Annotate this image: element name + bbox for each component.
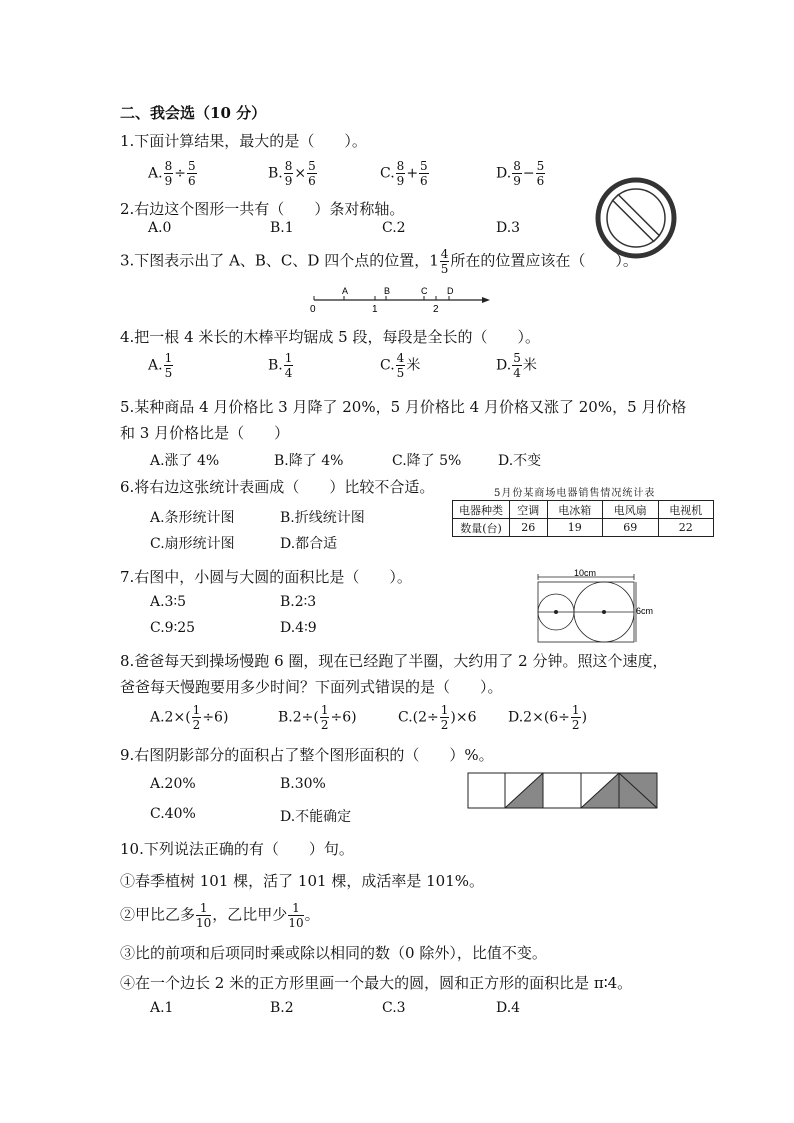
q8-option-c[interactable] — [398, 704, 477, 731]
fraction: $\frac{5}{6}$ — [187, 159, 196, 188]
table-cell: 19 — [547, 519, 602, 537]
fraction: $\frac{1}{5}$ — [164, 351, 173, 380]
q10-statement-3: ③比的前项和后项同时乘或除以相同的数（0 除外），比值不变。 — [120, 944, 547, 962]
expr-text: C.(2÷ — [398, 709, 439, 726]
q9-option-a[interactable]: A.20% — [150, 776, 196, 792]
fraction: $\frac{5}{6}$ — [420, 159, 428, 188]
stat-table — [452, 500, 714, 537]
expr-text: B.2÷( — [278, 709, 319, 726]
shaded-grid-figure — [467, 770, 661, 812]
option-label: A. — [148, 165, 163, 182]
q10-statement-1: ①春季植树 101 棵，活了 101 棵，成活率是 101%。 — [120, 872, 484, 890]
axis-label-0: 0 — [310, 304, 316, 314]
table-cell: 数量(台) — [453, 519, 510, 537]
fraction: $\frac{1}{2}$ — [320, 703, 329, 732]
q7-option-c[interactable]: C.9∶25 — [150, 620, 196, 636]
q2-option-b[interactable]: B.1 — [270, 220, 294, 236]
q2-option-d[interactable]: D.3 — [496, 220, 521, 236]
expr-text: ÷6) — [330, 709, 357, 726]
q8-option-b[interactable] — [278, 704, 357, 731]
q5-option-d[interactable]: D.不变 — [498, 453, 542, 469]
q4-option-c[interactable] — [380, 352, 420, 379]
operator: ÷ — [174, 165, 186, 182]
expr-text: ) — [581, 709, 588, 726]
point-c-label: C — [421, 286, 428, 296]
table-cell: 电风扇 — [603, 501, 658, 519]
fraction: $\frac{4}{5}$ — [396, 351, 405, 380]
q1-option-a[interactable] — [148, 160, 198, 187]
table-row — [453, 519, 714, 537]
stat-table-title: 5月份某商场电器销售情况统计表 — [494, 488, 656, 499]
q7-stem: 7.右图中，小圆与大圆的面积比是（ ）。 — [120, 568, 412, 586]
expr-text: D.2×(6÷ — [508, 709, 570, 726]
q5-stem-line1: 5.某种商品 4 月价格比 3 月降了 20%，5 月价格比 4 月价格又涨了 20%，5 月价格 — [120, 398, 687, 416]
q6-option-c[interactable]: C.扇形统计图 — [150, 536, 235, 552]
q2-option-c[interactable]: C.2 — [382, 220, 406, 236]
fraction: $\frac{1}{2}$ — [440, 703, 449, 732]
fraction: $\frac{1}{2}$ — [192, 703, 201, 732]
q1-option-c[interactable] — [380, 160, 430, 187]
fraction: $\frac{8}{9}$ — [164, 159, 173, 188]
q10-statement-2 — [120, 902, 320, 929]
q10-option-d[interactable]: D.4 — [496, 1000, 521, 1016]
q8-option-d[interactable] — [508, 704, 587, 731]
table-row — [453, 501, 714, 519]
operator: × — [294, 165, 307, 182]
q6-option-d[interactable]: D.都合适 — [280, 536, 338, 552]
option-label: B. — [268, 165, 283, 182]
q7-option-a[interactable]: A.3∶5 — [150, 594, 187, 610]
option-label: C. — [380, 357, 395, 374]
table-cell: 22 — [658, 519, 714, 537]
operator: + — [406, 165, 419, 182]
table-cell: 26 — [510, 519, 548, 537]
q5-stem-line2: 和 3 月价格比是（ ） — [120, 424, 290, 442]
option-label: D. — [496, 165, 512, 182]
q9-option-b[interactable]: B.30% — [280, 776, 326, 792]
q4-stem: 4.把一根 4 米长的木棒平均锯成 5 段，每段是全长的（ ）。 — [120, 328, 540, 346]
fraction: $\frac{1}{4}$ — [284, 351, 293, 380]
table-cell: 电冰箱 — [547, 501, 602, 519]
axis-label-2: 2 — [433, 304, 439, 314]
q10-option-a[interactable]: A.1 — [150, 1000, 174, 1016]
fraction: $\frac{1}{10}$ — [288, 901, 304, 930]
q4-option-b[interactable] — [268, 352, 294, 379]
fraction: $\frac{8}{9}$ — [513, 159, 521, 188]
height-label: 6cm — [636, 606, 654, 616]
option-label: B. — [268, 357, 283, 374]
q6-option-b[interactable]: B.折线统计图 — [280, 510, 365, 526]
q4-option-a[interactable] — [148, 352, 174, 379]
q5-option-a[interactable]: A.涨了 4% — [150, 453, 220, 469]
unit-text: 米 — [522, 357, 537, 374]
fraction: $\frac{5}{4}$ — [513, 351, 521, 380]
table-cell: 电器种类 — [453, 501, 510, 519]
stem-text: 所在的位置应该在（ ）。 — [450, 251, 638, 270]
q1-option-b[interactable] — [268, 160, 318, 187]
q7-option-d[interactable]: D.4∶9 — [280, 620, 317, 636]
fraction: $\frac{5}{6}$ — [308, 159, 316, 188]
point-d-label: D — [447, 286, 454, 296]
fraction: $\frac{1}{2}$ — [571, 703, 580, 732]
fraction: $\frac{8}{9}$ — [284, 159, 293, 188]
fraction: $\frac{8}{9}$ — [396, 159, 405, 188]
q8-stem-line1: 8.爸爸每天到操场慢跑 6 圈，现在已经跑了半圈，大约用了 2 分钟。照这个速度， — [120, 652, 668, 670]
q9-option-c[interactable]: C.40% — [150, 806, 196, 822]
axis-label-1: 1 — [372, 304, 378, 314]
stem-text: ②甲比乙多 — [120, 905, 196, 924]
table-cell: 电视机 — [658, 501, 714, 519]
q8-option-a[interactable] — [150, 704, 228, 731]
q5-option-b[interactable]: B.降了 4% — [274, 453, 344, 469]
expr-text: ÷6) — [202, 709, 229, 726]
q7-option-b[interactable]: B.2∶3 — [280, 594, 317, 610]
fraction: $\frac{5}{6}$ — [536, 159, 545, 188]
q10-option-c[interactable]: C.3 — [382, 1000, 406, 1016]
fraction: $\frac{1}{10}$ — [196, 901, 212, 930]
width-label: 10cm — [574, 568, 597, 578]
expr-text: A.2×( — [150, 709, 191, 726]
option-label: D. — [496, 357, 512, 374]
option-label: A. — [148, 357, 163, 374]
operator: − — [522, 165, 535, 182]
stem-text: 3.下图表示出了 A、B、C、D 四个点的位置，1 — [120, 251, 439, 270]
q9-option-d[interactable]: D.不能确定 — [280, 809, 352, 825]
fraction: $\frac{4}{5}$ — [440, 247, 449, 276]
point-a-label: A — [342, 286, 349, 296]
q4-option-d[interactable] — [496, 352, 537, 379]
q8-stem-line2: 爸爸每天慢跑要用多少时间？下面列式错误的是（ ）。 — [120, 678, 503, 696]
option-label: C. — [380, 165, 395, 182]
stem-text: 。 — [304, 905, 320, 924]
q5-option-c[interactable]: C.降了 5% — [392, 453, 462, 469]
q2-option-a[interactable]: A.0 — [148, 220, 172, 236]
q10-stem: 10.下列说法正确的有（ ）句。 — [120, 840, 354, 858]
q1-stem: 1.下面计算结果，最大的是（ ）。 — [120, 132, 367, 150]
table-cell: 空调 — [510, 501, 548, 519]
stem-text: ，乙比甲少 — [212, 905, 288, 924]
table-cell: 69 — [603, 519, 658, 537]
q6-stem: 6.将右边这张统计表画成（ ）比较不合适。 — [120, 478, 435, 496]
section-title: 二、我会选（10 分） — [120, 104, 267, 122]
q1-option-d[interactable] — [496, 160, 546, 187]
q6-option-a[interactable]: A.条形统计图 — [150, 510, 235, 526]
expr-text: )×6 — [450, 709, 477, 726]
q10-option-b[interactable]: B.2 — [270, 1000, 294, 1016]
q10-statement-4: ④在一个边长 2 米的正方形里画一个最大的圆，圆和正方形的面积比是 π∶4。 — [120, 974, 633, 992]
q9-stem: 9.右图阴影部分的面积占了整个图形面积的（ ）%。 — [120, 746, 494, 764]
q3-stem — [120, 248, 638, 275]
circles-figure — [532, 568, 662, 648]
number-line-figure — [306, 284, 492, 314]
point-b-label: B — [384, 286, 391, 296]
q2-stem: 2.右边这个图形一共有（ ）条对称轴。 — [120, 200, 405, 218]
unit-text: 米 — [406, 357, 421, 374]
